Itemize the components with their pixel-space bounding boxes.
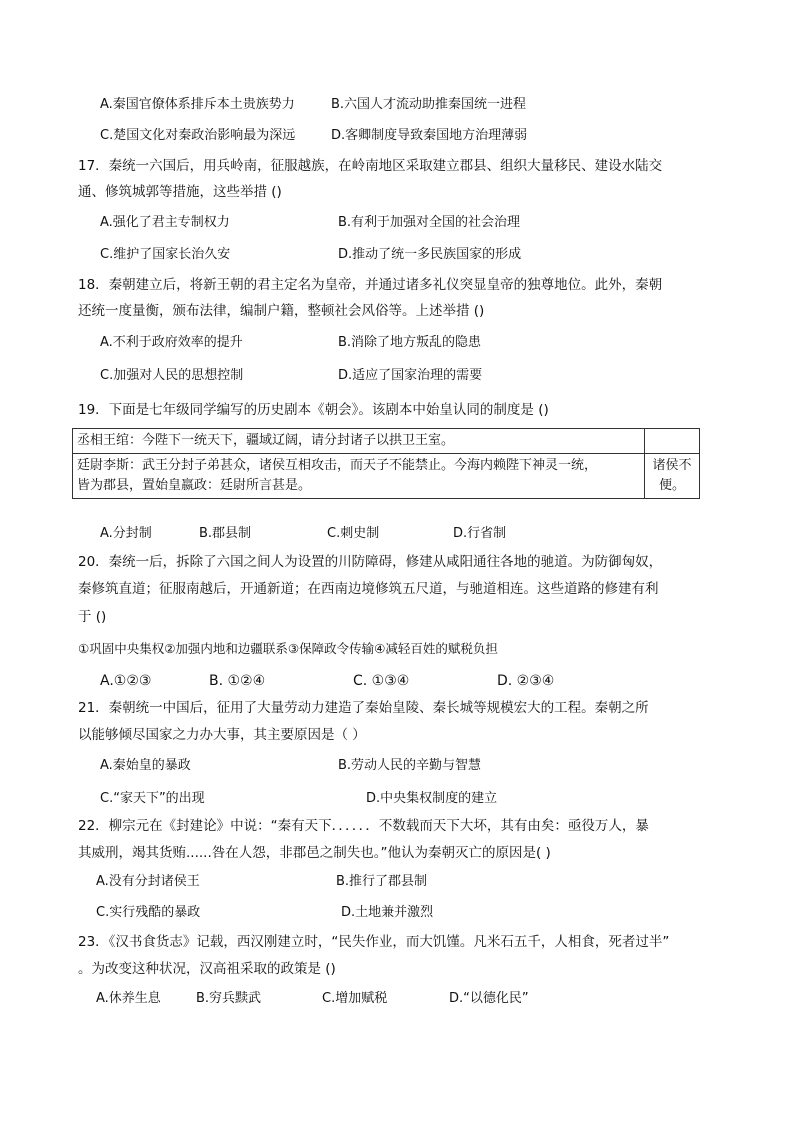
q16-option-a: A.秦国官僚体系排斥本土贵族势力 [100, 97, 295, 112]
q23-stem-line1: 23．《汉书食货志》记载，西汉刚建立时，“民失作业，而大饥馑。凡米石五千，人相食，死者过半” [78, 934, 670, 950]
q23-option-d: D.“以德化民” [449, 991, 529, 1006]
q20-option-a: A.①②③ [100, 673, 152, 689]
q18-option-b: B.消除了地方叛乱的隐患 [338, 335, 482, 350]
q18-stem-line1: 18．秦朝建立后，将新王朝的君主定名为皇帝，并通过诸多礼仪突显皇帝的独尊地位。此外，秦朝 [78, 277, 663, 293]
q23-option-c: C.增加赋税 [322, 991, 388, 1006]
q22-stem-line2: 其威刑，竭其货贿......咎在人怨，非郡邑之制失也。”他认为秦朝灭亡的原因是( ) [78, 845, 551, 861]
q18-option-d: D.适应了国家治理的需要 [338, 368, 483, 383]
q17-option-a: A.强化了君主专制权力 [100, 215, 230, 230]
q18-stem-line2: 还统一度量衡，颁布法律，编制户籍，整顿社会风俗等。上述举措 () [78, 303, 485, 319]
q19-option-a: A.分封制 [100, 526, 152, 541]
q19-option-c: C.刺史制 [327, 526, 380, 541]
q17-option-c: C.维护了国家长治久安 [100, 247, 231, 262]
q22-option-c: C.实行残酷的暴政 [96, 905, 201, 920]
q19-option-d: D.行省制 [453, 526, 507, 541]
q17-option-b: B.有利于加强对全国的社会治理 [338, 215, 521, 230]
q22-option-b: B.推行了郡县制 [336, 874, 428, 889]
q20-items: ①巩固中央集权②加强内地和边疆联系③保障政令传输④减轻百姓的赋税负担 [78, 641, 498, 656]
q19-option-b: B.郡县制 [199, 526, 252, 541]
table-row [73, 454, 700, 499]
q23-option-a: A.休养生息 [96, 991, 161, 1006]
q20-stem-line3: 于 () [78, 609, 107, 625]
q23-option-b: B.穷兵黩武 [196, 991, 262, 1006]
q19-row2-side: 诸侯不 便。 [645, 454, 700, 499]
q16-option-b: B.六国人才流动助推秦国统一进程 [331, 97, 527, 112]
q19-row2-main: 廷尉李斯：武王分封子弟甚众，诸侯互相攻击，而天子不能禁止。今海内赖陛下神灵一统， 皆为郡县，置始皇嬴政：廷尉所言甚是。 [73, 454, 645, 499]
q20-option-b: B. ①②④ [209, 673, 266, 689]
q16-option-c: C.楚国文化对秦政治影响最为深远 [100, 128, 296, 143]
q20-option-d: D. ②③④ [497, 673, 555, 689]
q22-option-d: D.土地兼并激烈 [341, 905, 434, 920]
q17-stem-line2: 通、修筑城郭等措施，这些举措 () [78, 184, 282, 200]
q20-stem-line2: 秦修筑直道；征服南越后，开通新道；在西南边境修筑五尺道，与驰道相连。这些道路的修建有利 [78, 581, 659, 597]
q18-option-c: C.加强对人民的思想控制 [100, 368, 244, 383]
q19-row1-side [645, 429, 700, 454]
q17-option-d: D.推动了统一多民族国家的形成 [338, 247, 522, 262]
q21-option-a: A.秦始皇的暴政 [100, 758, 191, 773]
q21-stem-line1: 21．秦朝统一中国后，征用了大量劳动力建造了秦始皇陵、秦长城等规模宏大的工程。秦朝之所 [78, 700, 649, 716]
q21-stem-line2: 以能够倾尽国家之力办大事，其主要原因是（ ） [78, 727, 366, 743]
q22-stem-line1: 22．柳宗元在《封建论》中说：“秦有天下．．．．．．不数载而天下大坏，其有由矣：亟役万人，暴 [78, 818, 649, 834]
q19-script-table [72, 428, 700, 499]
q21-option-b: B.劳动人民的辛勤与智慧 [338, 758, 482, 773]
table-row [73, 429, 700, 454]
q21-option-c: C.“家天下”的出现 [100, 791, 205, 806]
q21-option-d: D.中央集权制度的建立 [366, 791, 498, 806]
q22-option-a: A.没有分封诸侯王 [96, 874, 200, 889]
q18-option-a: A.不利于政府效率的提升 [100, 335, 243, 350]
q19-row1-main: 丞相王绾：今陛下一统天下，疆域辽阔，请分封诸子以拱卫王室。 [73, 429, 645, 454]
q20-stem-line1: 20．秦统一后，拆除了六国之间人为设置的川防障碍，修建从咸阳通往各地的驰道。为防御匈奴， [78, 554, 663, 570]
q17-stem-line1: 17．秦统一六国后，用兵岭南，征服越族，在岭南地区采取建立郡县、组织大量移民、建设水陆交 [78, 158, 663, 174]
q19-stem: 19．下面是七年级同学编写的历史剧本《朝会》。该剧本中始皇认同的制度是 () [78, 402, 549, 418]
q23-stem-line2: 。为改变这种状况，汉高祖采取的政策是 () [78, 961, 336, 977]
q16-option-d: D.客卿制度导致秦国地方治理薄弱 [331, 128, 528, 143]
q20-option-c: C. ①③④ [353, 673, 410, 689]
